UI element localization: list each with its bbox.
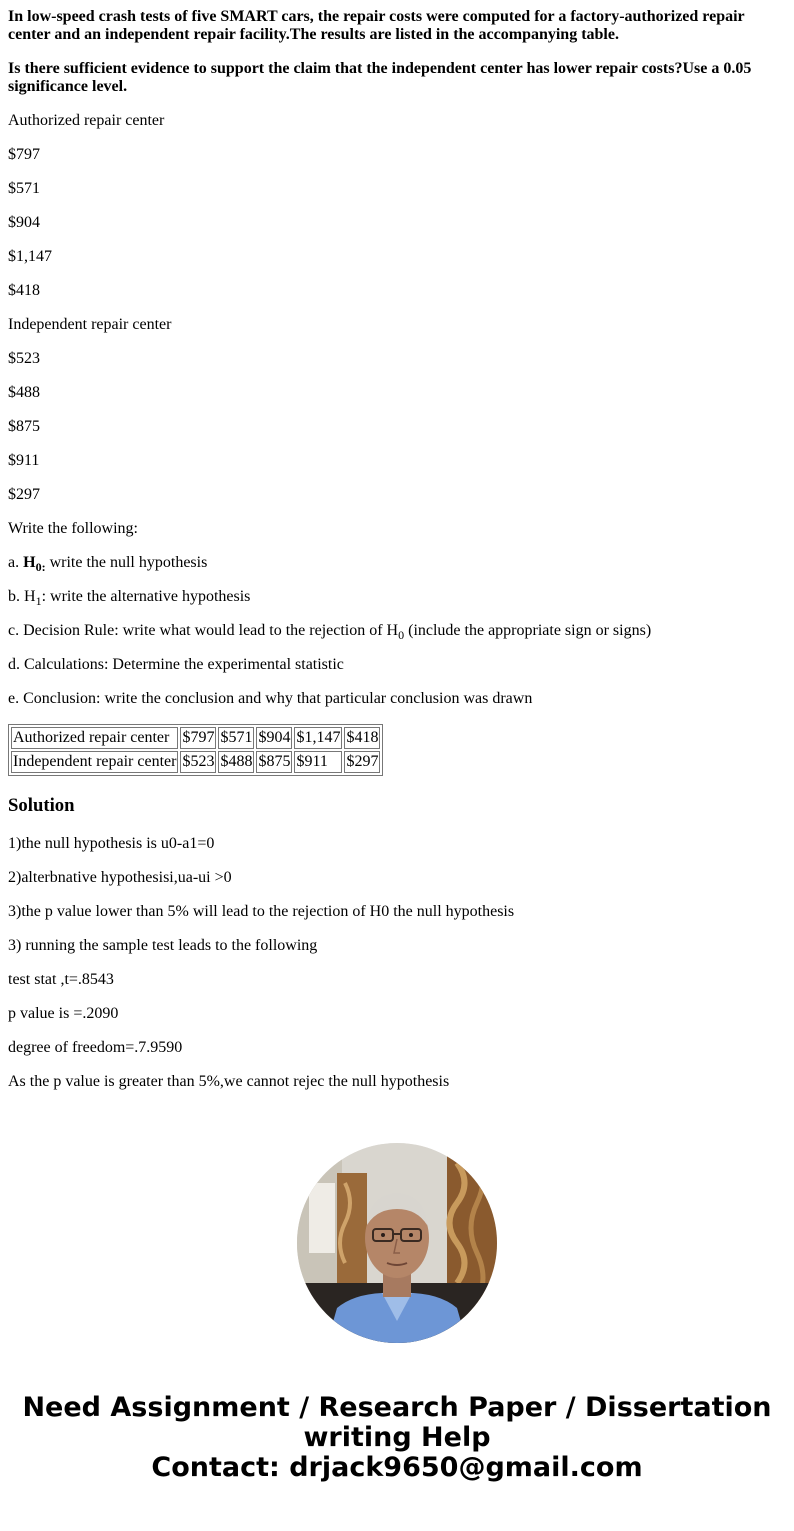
table-cell: $904	[256, 727, 292, 749]
avatar-portrait	[297, 1143, 497, 1343]
solution-heading: Solution	[8, 795, 75, 816]
item-d: d. Calculations: Determine the experimental statistic	[8, 656, 344, 673]
solution-line-6: p value is =.2090	[8, 1005, 119, 1022]
table-cell-label: Authorized repair center	[11, 727, 178, 749]
solution-line-5: test stat ,t=.8543	[8, 971, 114, 988]
solution-line-7: degree of freedom=.7.9590	[8, 1039, 183, 1056]
solution-line-3: 3)the p value lower than 5% will lead to the rejection of H0 the null hypothesis	[8, 903, 515, 920]
item-a-text: write the null hypothesis	[45, 554, 208, 571]
question-intro: In low-speed crash tests of five SMART cars, the repair costs were computed for a factory-authorized repair center and an independent repair facility.The results are listed in the accompanying table.	[8, 8, 745, 43]
table-cell: $797	[180, 727, 216, 749]
table-cell-label: Independent repair center	[11, 751, 178, 773]
authorized-value-5: $418	[8, 282, 40, 299]
document-page	[0, 8, 794, 1483]
item-b-sub: 1	[35, 594, 42, 609]
item-c-sub: 0	[398, 628, 405, 643]
authorized-value-2: $571	[8, 180, 40, 197]
authorized-value-3: $904	[8, 214, 40, 231]
solution-line-8: As the p value is greater than 5%,we cannot rejec the null hypothesis	[8, 1073, 450, 1090]
item-c	[8, 622, 786, 643]
table-row-independent	[11, 751, 380, 773]
table-cell: $523	[180, 751, 216, 773]
independent-value-5: $297	[8, 486, 40, 503]
promo-contact: Contact: drjack9650@gmail.com	[151, 1452, 643, 1483]
table-cell: $488	[218, 751, 254, 773]
solution-line-4: 3) running the sample test leads to the following	[8, 937, 318, 954]
authorized-label: Authorized repair center	[8, 112, 165, 129]
independent-label: Independent repair center	[8, 316, 172, 333]
solution-line-1: 1)the null hypothesis is u0-a1=0	[8, 835, 215, 852]
author-avatar	[297, 1143, 497, 1343]
item-c-text: (include the appropriate sign or signs)	[404, 622, 652, 639]
item-c-prefix: c. Decision Rule: write what would lead to the rejection of H	[8, 622, 399, 639]
promo-banner	[8, 1393, 786, 1483]
promo-line-2: writing Help	[303, 1422, 491, 1453]
item-b	[8, 588, 786, 609]
independent-value-3: $875	[8, 418, 40, 435]
independent-value-2: $488	[8, 384, 40, 401]
item-e: e. Conclusion: write the conclusion and why that particular conclusion was drawn	[8, 690, 533, 707]
authorized-value-4: $1,147	[8, 248, 52, 265]
table-cell: $1,147	[294, 727, 342, 749]
table-row-authorized	[11, 727, 380, 749]
item-a-prefix: a.	[8, 554, 24, 571]
question-claim: Is there sufficient evidence to support the claim that the independent center has lower repair costs?Use a 0.05 significance level.	[8, 60, 752, 95]
table-cell: $297	[344, 751, 380, 773]
table-cell: $571	[218, 727, 254, 749]
item-b-prefix: b. H	[8, 588, 36, 605]
item-a-h: $H_{0:}$	[23, 554, 46, 575]
item-b-text: : write the alternative hypothesis	[41, 588, 251, 605]
independent-value-4: $911	[8, 452, 40, 469]
repair-cost-table	[8, 724, 383, 776]
table-cell: $911	[294, 751, 342, 773]
authorized-value-1: $797	[8, 146, 40, 163]
solution-line-2: 2)alterbnative hypothesisi,ua-ui >0	[8, 869, 232, 886]
table-cell: $875	[256, 751, 292, 773]
promo-line-1: Need Assignment / Research Paper / Dissertation	[22, 1392, 772, 1423]
write-following: Write the following:	[8, 520, 138, 537]
item-a	[8, 554, 786, 575]
item-a-sub: 0:	[35, 560, 46, 575]
independent-value-1: $523	[8, 350, 40, 367]
table-cell: $418	[344, 727, 380, 749]
